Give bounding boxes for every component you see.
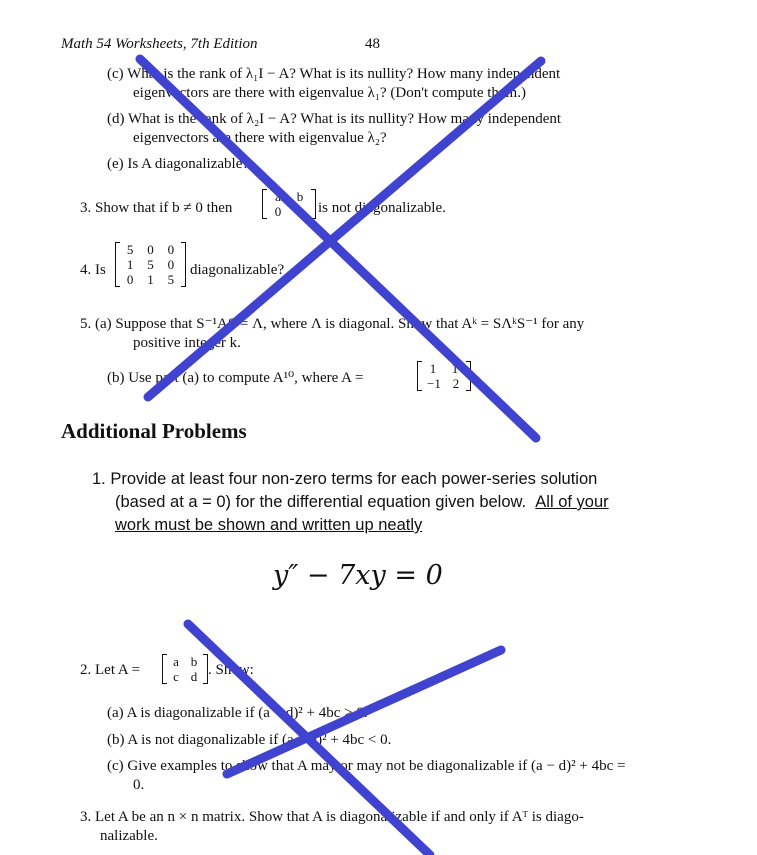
differential-equation: y″ − 7xy = 0 [273, 560, 443, 591]
page-number: 48 [365, 36, 380, 52]
problem-2-show: . Show: [208, 662, 254, 678]
q1-line2-underlined: All of your [535, 493, 609, 511]
problem-c-line1: (c) What is the rank of λ₁I − A? What is its nullity? How many independent [107, 66, 561, 82]
worksheet-title: Math 54 Worksheets, 7th Edition [61, 36, 258, 52]
lower-cross-stroke-2 [227, 650, 501, 774]
problem-3-tail: is not diagonalizable. [318, 200, 446, 216]
problem-5b: (b) Use part (a) to compute A¹⁰, where A = [107, 370, 364, 386]
q1-line2-plain: (based at a = 0) for the differential equation given below. [115, 493, 527, 511]
problem-2c-line1: (c) Give examples to show that A may or may not be diagonalizable if (a − d)² + 4bc = [107, 758, 626, 774]
problem-2a: (a) A is diagonalizable if (a − d)² + 4bc > 0. [107, 705, 368, 721]
problem-5a-line1: 5. (a) Suppose that S⁻¹AS = Λ, where Λ is diagonal. Show that Aᵏ = SΛᵏS⁻¹ for any [80, 316, 585, 332]
problem-3-text: 3. Show that if b ≠ 0 then [80, 200, 233, 216]
q1-line1: 1. Provide at least four non-zero terms for each power-series solution [92, 470, 598, 488]
problem-2c-line2: 0. [133, 777, 145, 793]
upper-cross-stroke-2 [148, 61, 541, 397]
matrix-500: 5 0 0 1 5 0 0 1 5 [115, 242, 186, 287]
matrix-5b: 1 1 −1 2 [417, 361, 471, 391]
q1-line3: work must be shown and written up neatly [115, 516, 423, 534]
problem-2-text: 2. Let A = [80, 662, 141, 678]
problem-3b-line2: nalizable. [100, 828, 158, 844]
problem-5a-line2: positive integer k. [133, 335, 241, 351]
problem-c-line2: eigenvectors are there with eigenvalue λ₁? (Don't compute them.) [133, 85, 526, 101]
problem-e: (e) Is A diagonalizable? [107, 156, 250, 172]
problem-4-tail: diagonalizable? [190, 262, 285, 278]
problem-4-text: 4. Is [80, 262, 106, 278]
additional-problems-heading: Additional Problems [61, 419, 247, 443]
problem-d-line2: eigenvectors are there with eigenvalue λ₂? [133, 130, 387, 146]
matrix-abcd: a b c d [162, 654, 208, 684]
matrix-ab0a: a b 0 a [262, 189, 316, 219]
problem-2b: (b) A is not diagonalizable if (a − d)² + 4bc < 0. [107, 732, 392, 748]
problem-3b-line1: 3. Let A be an n × n matrix. Show that A is diagonalizable if and only if Aᵀ is diago- [80, 809, 584, 825]
problem-d-line1: (d) What is the rank of λ₂I − A? What is its nullity? How many independent [107, 111, 562, 127]
